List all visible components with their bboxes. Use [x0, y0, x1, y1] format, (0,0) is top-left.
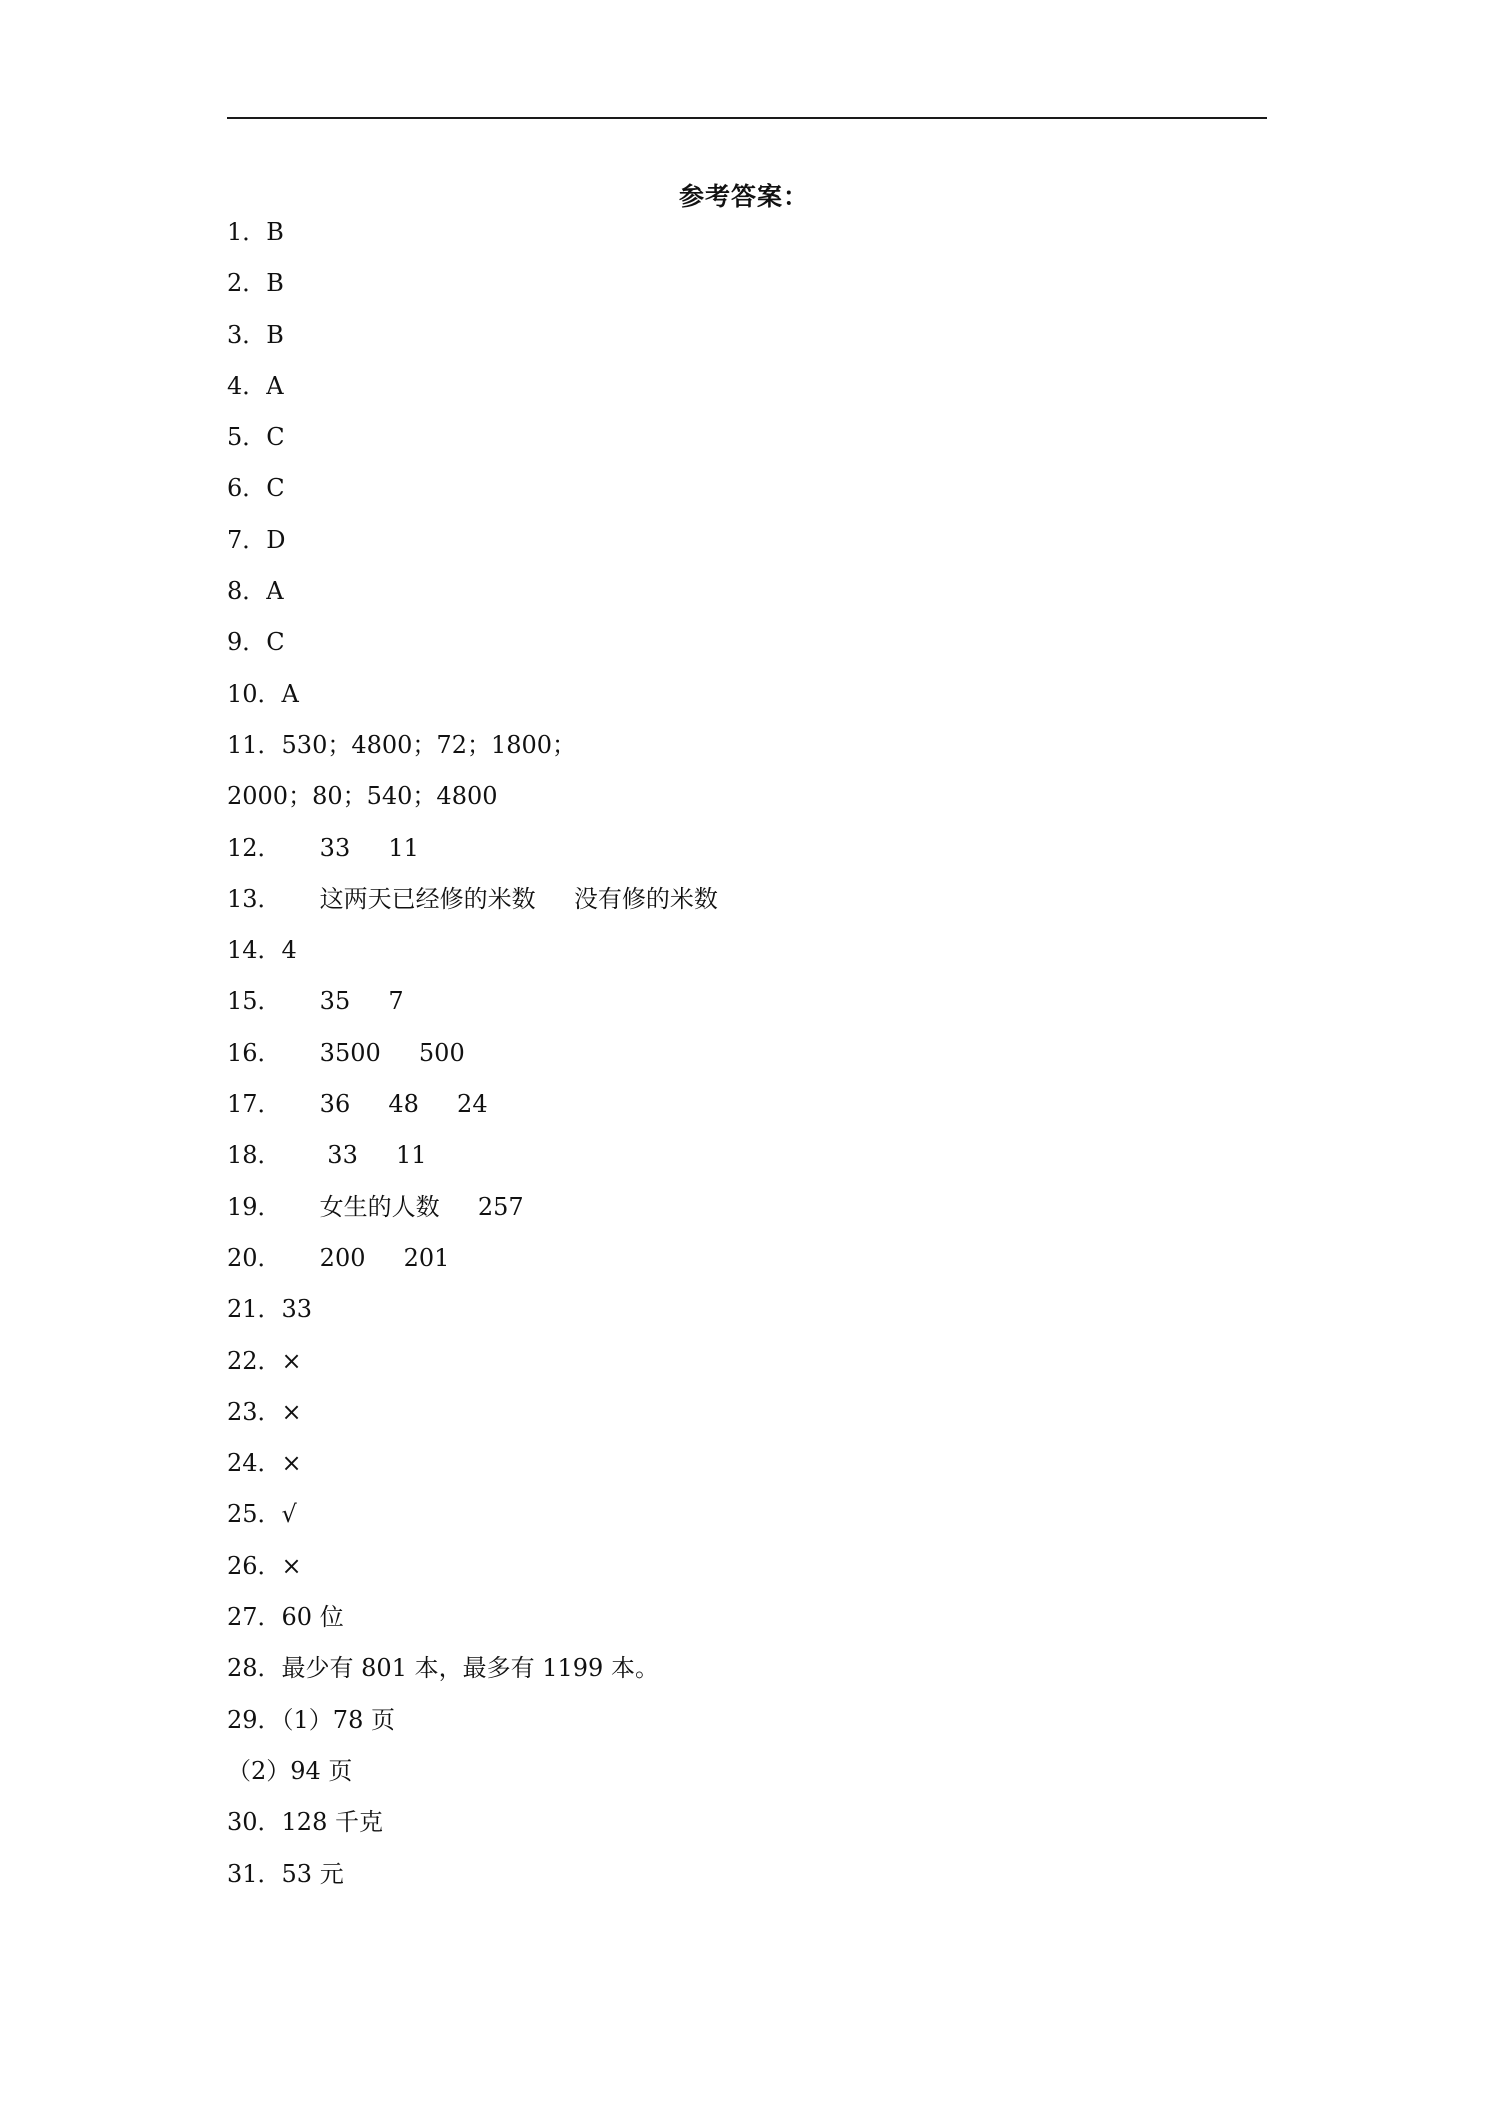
answer-list — [227, 217, 1267, 1910]
answer-line: 17． 36 48 24 — [227, 1090, 488, 1119]
answer-line: 9．C — [227, 628, 285, 657]
answer-line: 7．D — [227, 525, 286, 554]
answer-line: 29．（1）78 页 — [227, 1705, 395, 1734]
answer-line: 19． 女生的人数 257 — [227, 1192, 524, 1221]
answer-line: 5．C — [227, 423, 285, 452]
answer-line: 27．60 位 — [227, 1603, 344, 1632]
answer-line: 18． 33 11 — [227, 1141, 427, 1170]
answer-line: 6．C — [227, 474, 285, 503]
answer-line: 24．× — [227, 1449, 302, 1478]
answer-line: 11．530；4800；72；1800； — [227, 730, 577, 759]
answer-line: 10．A — [227, 679, 299, 708]
answer-line: （2）94 页 — [227, 1756, 353, 1785]
answer-line: 26．× — [227, 1551, 302, 1580]
page-title: 参考答案： — [678, 182, 809, 211]
answer-line: 14．4 — [227, 936, 297, 965]
answer-line: 28．最少有 801 本，最多有 1199 本。 — [227, 1654, 659, 1683]
answer-line: 8．A — [227, 577, 284, 606]
answer-line: 20． 200 201 — [227, 1243, 450, 1272]
answer-line: 21．33 — [227, 1295, 313, 1324]
answer-line: 22．× — [227, 1346, 302, 1375]
header-rule — [227, 117, 1267, 119]
answer-line: 30．128 千克 — [227, 1808, 383, 1837]
answer-line: 25．√ — [227, 1500, 297, 1529]
answer-line: 31．53 元 — [227, 1859, 344, 1888]
answer-line: 2000；80；540；4800 — [227, 782, 498, 811]
answer-line: 15． 35 7 — [227, 987, 404, 1016]
answer-line: 12． 33 11 — [227, 833, 419, 862]
answer-line: 3．B — [227, 320, 284, 349]
answer-line: 4．A — [227, 371, 284, 400]
answer-line: 2．B — [227, 269, 284, 298]
answer-line: 16． 3500 500 — [227, 1038, 465, 1067]
answer-line: 13． 这两天已经修的米数 没有修的米数 — [227, 884, 718, 913]
answer-line: 23．× — [227, 1397, 302, 1426]
answer-line: 1．B — [227, 218, 284, 246]
